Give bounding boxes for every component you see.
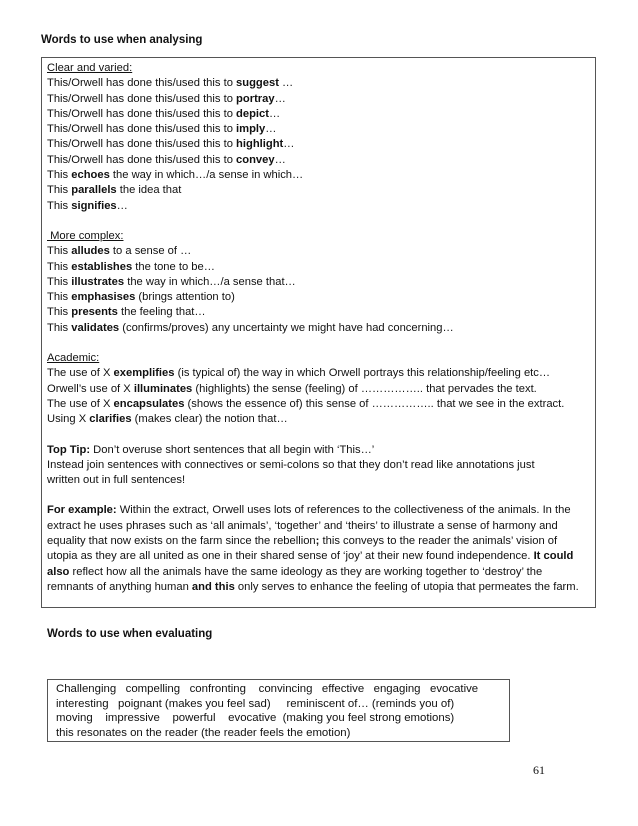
keyword: signifies xyxy=(71,199,117,212)
top-tip-line-3: written out in full sentences! xyxy=(47,474,186,487)
keyword: highlight xyxy=(236,138,284,151)
phrase-line: This/Orwell has done this/used this to highlight… xyxy=(47,138,295,151)
phrase-line: This parallels the idea that xyxy=(47,184,182,197)
complex-title: More complex: xyxy=(47,229,124,242)
phrase-line: This illustrates the way in which…/a sense that… xyxy=(47,275,296,288)
keyword: alludes xyxy=(71,245,110,258)
phrase-line: This emphasises (brings attention to) xyxy=(47,291,235,304)
phrase-line: The use of X encapsulates (shows the essence of) this sense of …………….. that we see in the extract. xyxy=(47,397,565,410)
phrase-line: This/Orwell has done this/used this to imply… xyxy=(47,123,277,136)
keyword: illuminates xyxy=(133,382,193,395)
top-tip-line xyxy=(47,443,590,458)
keyword: establishes xyxy=(71,260,133,273)
evaluating-line: moving impressive powerful evocative (making you feel strong emotions) xyxy=(56,712,455,724)
phrase-line: This presents the feeling that… xyxy=(47,306,206,319)
keyword: encapsulates xyxy=(113,397,185,410)
academic-title: Academic: xyxy=(47,352,100,365)
page-number: 61 xyxy=(533,763,545,777)
top-tip-label: Top Tip: xyxy=(47,443,91,456)
analysing-box xyxy=(41,57,596,608)
keyword: suggest xyxy=(236,77,279,90)
phrase-line: This establishes the tone to be… xyxy=(47,260,215,273)
phrase-line: This echoes the way in which…/a sense in which… xyxy=(47,169,304,182)
phrase-line: This/Orwell has done this/used this to depict… xyxy=(47,107,281,120)
phrase-line: This/Orwell has done this/used this to convey… xyxy=(47,153,286,166)
keyword: parallels xyxy=(71,184,117,197)
keyword: emphasises xyxy=(71,291,136,304)
evaluating-box xyxy=(47,679,510,742)
keyword: exemplifies xyxy=(113,367,175,380)
example-paragraph: For example: Within the extract, Orwell uses lots of references to the collectiveness of the animals. In the extract he uses phrases such as ‘all animals’, ‘together’ and ‘theirs’ to illustrate a sense of harmony and equality that now exists on the farm since the rebellion; this conveys to the reader the animals’ vision of utopia as they are all united as one in their shared sense of ‘joy’ at their new found independence. It could also reflect how all the animals have the same ideology as they are working together to ‘destroy’ the remnants of anything human and this only serves to enhance the feeling of utopia that permeates the farm. xyxy=(47,504,579,593)
keyword: presents xyxy=(71,306,118,319)
phrase-line: Using X clarifies (makes clear) the notion that… xyxy=(47,413,288,426)
phrase-line: The use of X exemplifies (is typical of) the way in which Orwell portrays this relationship/feeling etc… xyxy=(47,367,551,380)
academic-list xyxy=(47,366,590,427)
keyword: validates xyxy=(71,321,120,334)
phrase-line: This validates (confirms/proves) any uncertainty we might have had concerning… xyxy=(47,321,454,334)
heading-evaluating: Words to use when evaluating xyxy=(47,628,213,640)
keyword: clarifies xyxy=(89,413,132,426)
keyword: imply xyxy=(236,123,266,136)
phrase-line: This/Orwell has done this/used this to portray… xyxy=(47,92,286,105)
evaluating-line: this resonates on the reader (the reader feels the emotion) xyxy=(56,726,351,739)
keyword: echoes xyxy=(71,169,110,182)
phrase-line: Orwell’s use of X illuminates (highlights) the sense (feeling) of …………….. that pervades the text. xyxy=(47,382,537,395)
heading-analysing: Words to use when analysing xyxy=(41,34,203,46)
keyword: depict xyxy=(236,107,269,120)
clear-list xyxy=(47,76,590,214)
top-tip-text: Don’t overuse short sentences that all begin with ‘This…’ xyxy=(90,443,375,456)
keyword: portray xyxy=(236,92,275,105)
top-tip-line-2: Instead join sentences with connectives or semi-colons so that they don’t read like annotations just xyxy=(47,458,535,471)
keyword: illustrates xyxy=(71,275,125,288)
phrase-line: This signifies… xyxy=(47,199,128,212)
complex-list xyxy=(47,244,590,336)
evaluating-line: Challenging compelling confronting convincing effective engaging evocative xyxy=(56,683,479,695)
keyword: convey xyxy=(236,153,275,166)
phrase-line: This alludes to a sense of … xyxy=(47,245,192,258)
phrase-line: This/Orwell has done this/used this to suggest … xyxy=(47,77,294,90)
example-label: For example: xyxy=(47,504,117,517)
evaluating-line: interesting poignant (makes you feel sad) reminiscent of… (reminds you of) xyxy=(56,697,455,710)
clear-title: Clear and varied: xyxy=(47,62,133,74)
evaluating-list xyxy=(56,682,501,740)
